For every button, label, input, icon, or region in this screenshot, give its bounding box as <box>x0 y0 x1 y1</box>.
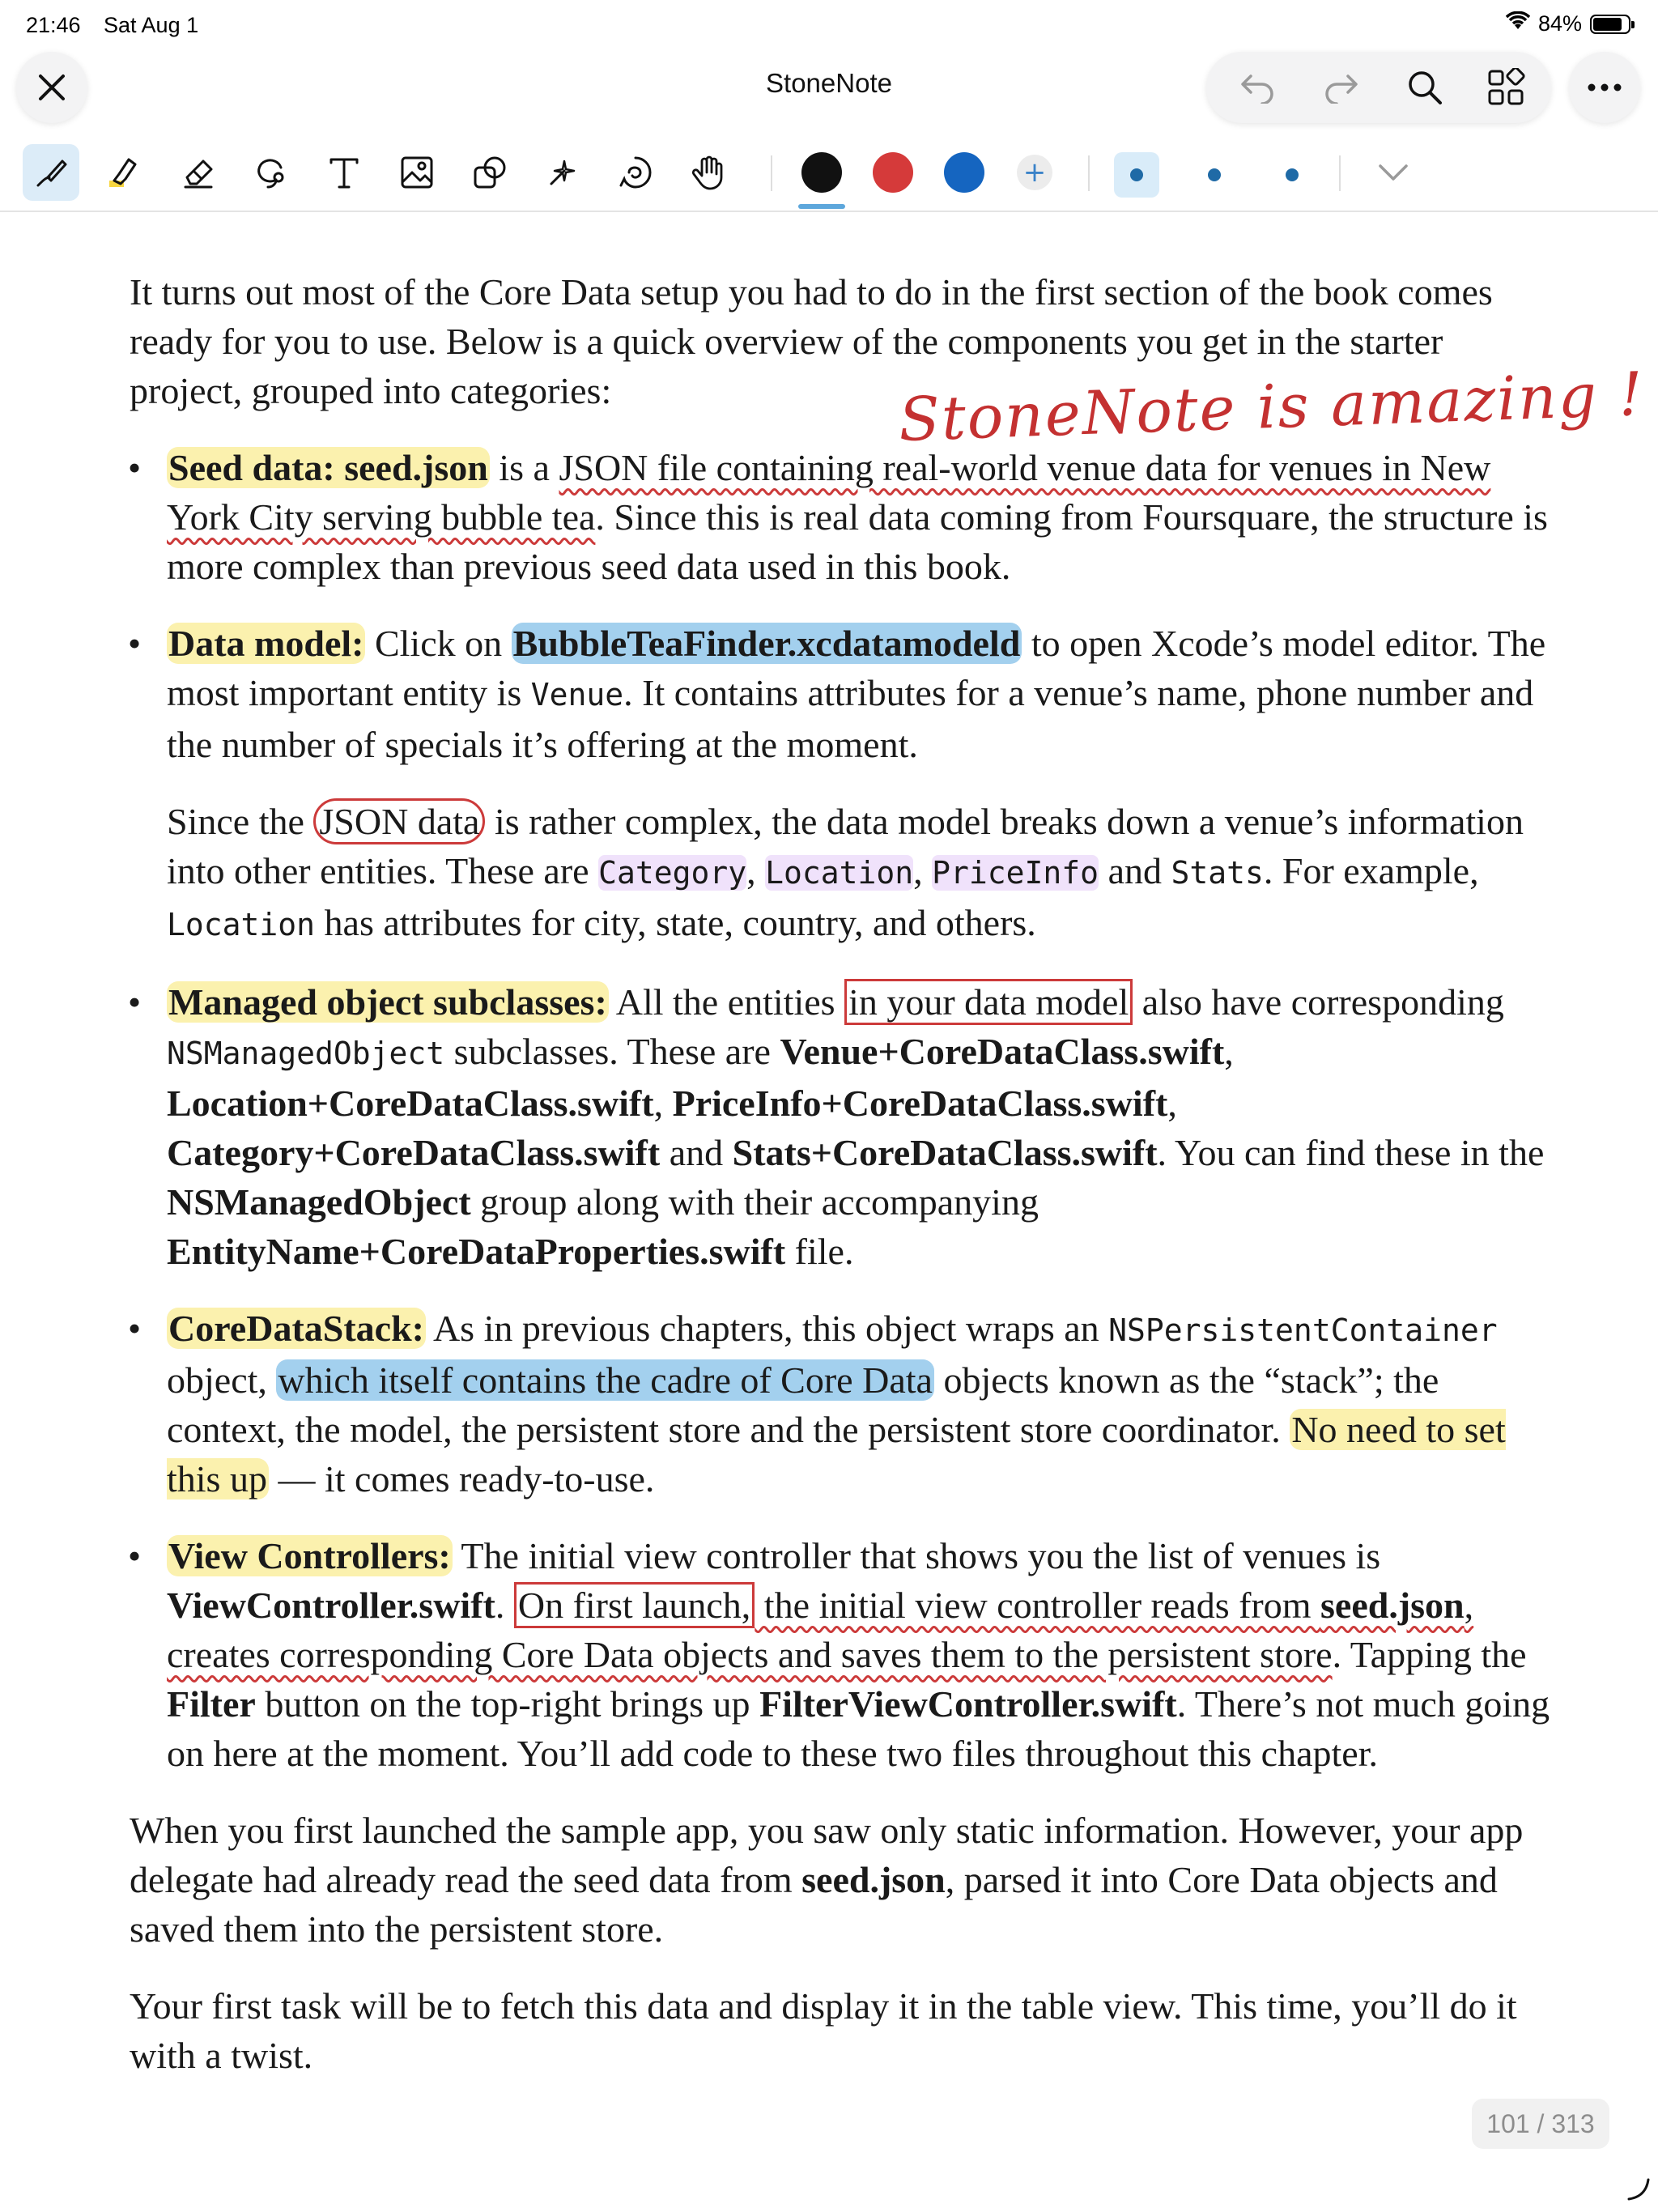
chevron-down-icon <box>1374 153 1413 192</box>
red-underline-annotation: , creates corresponding Core Data objects and saves them to the persistent store <box>167 1585 1474 1675</box>
file-name: seed.json <box>801 1859 946 1900</box>
wifi-icon <box>1506 11 1530 36</box>
add-color-button[interactable]: + <box>1017 155 1052 190</box>
text-run: . <box>495 1585 514 1626</box>
text-run: is a <box>489 447 559 488</box>
highlighted-label: View Controllers: <box>168 1535 451 1576</box>
status-date: Sat Aug 1 <box>104 13 199 37</box>
text-run: Since the <box>167 801 314 842</box>
drawing-toolbar <box>0 144 1658 212</box>
file-name: EntityName+CoreDataProperties.swift <box>167 1231 786 1272</box>
file-name: seed.json <box>1320 1585 1465 1626</box>
toolbar-separator <box>1339 155 1341 191</box>
list-item-core-data-stack <box>130 1304 1554 1504</box>
text-run: and <box>1099 850 1171 891</box>
search-button[interactable] <box>1401 63 1449 112</box>
document-title: StoneNote <box>766 68 892 98</box>
text-run: has attributes for city, state, country, and others. <box>315 902 1036 943</box>
document-page <box>130 267 1554 2080</box>
status-bar <box>0 0 1658 49</box>
button-name: Filter <box>167 1683 256 1725</box>
bullet: • <box>128 981 142 1023</box>
text-run: When you first launched the sample app, you saw only static information. However, your app delegate had already read the seed data from <box>130 1810 1524 1900</box>
hand-tool[interactable] <box>680 144 737 201</box>
file-name: ViewController.swift <box>167 1585 495 1626</box>
list-item-seed-data <box>130 443 1554 591</box>
status-right <box>1506 11 1630 36</box>
text-run: object, <box>167 1359 277 1401</box>
size-dot-icon <box>1130 168 1143 181</box>
list-item-managed-object-subclasses <box>130 977 1554 1276</box>
toolbar-divider <box>0 211 1658 212</box>
text-run: , <box>653 1083 673 1124</box>
bullet: • <box>128 447 142 488</box>
red-box-annotation: in your data model <box>844 979 1133 1025</box>
page-indicator: 101 / 313 <box>1472 2099 1609 2149</box>
yellow-highlight-annotation: No need to set this up <box>167 1409 1506 1499</box>
text-icon <box>325 153 363 192</box>
code-span: Location <box>765 855 914 891</box>
text-run: — it comes ready-to-use. <box>268 1458 655 1499</box>
text-run: subclasses. These are <box>444 1031 780 1072</box>
highlighted-label: Data model: <box>168 623 364 664</box>
eraser-tool[interactable] <box>170 144 227 201</box>
more-button[interactable] <box>1569 52 1640 123</box>
text-run: button on the top-right brings up <box>255 1683 760 1725</box>
color-swatch-black[interactable] <box>801 152 842 193</box>
toolbar-separator <box>771 155 772 191</box>
stroke-size-large[interactable] <box>1269 152 1315 198</box>
file-name: Location+CoreDataClass.swift <box>167 1083 654 1124</box>
text-run: Click on <box>365 623 512 664</box>
file-name: FilterViewController.swift <box>759 1683 1177 1725</box>
redo-icon <box>1322 71 1359 104</box>
text-run: , parsed it into Core Data objects and saved them into the persistent store. <box>130 1859 1498 1950</box>
file-name: Stats+CoreDataClass.swift <box>732 1132 1158 1173</box>
red-circle-annotation: JSON data <box>313 798 485 844</box>
toolbar-separator <box>1088 155 1090 191</box>
undo-button[interactable] <box>1234 63 1282 112</box>
code-span: NSPersistentContainer <box>1108 1312 1498 1348</box>
battery-percent: 84% <box>1537 11 1582 36</box>
text-run: . For example, <box>1263 850 1479 891</box>
code-span: NSManagedObject <box>167 1036 445 1071</box>
red-underline-annotation: the initial view controller reads from <box>755 1585 1321 1626</box>
redo-button[interactable] <box>1316 63 1365 112</box>
text-run: objects known as the “stack”; the context, the model, the persistent store and the persistent store coordinator. <box>167 1359 1439 1450</box>
laser-pointer-tool[interactable] <box>534 144 591 201</box>
color-swatch-blue[interactable] <box>944 152 984 193</box>
highlighter-icon <box>104 153 143 192</box>
data-model-detail <box>130 797 1554 950</box>
undo-icon <box>1239 71 1277 104</box>
red-underline-annotation: JSON file containing real-world venue data for venues in New York City serving bubble tea <box>167 447 1491 538</box>
handwritten-annotation: StoneNote is amazing ! <box>897 359 1646 456</box>
image-tool[interactable] <box>389 144 445 201</box>
text-run: also have corresponding <box>1133 981 1504 1023</box>
text-run: , <box>1167 1083 1177 1124</box>
bullet: • <box>128 1308 142 1349</box>
text-run: . It contains attributes for a venue’s name, phone number and the number of specials it’s offering at the moment. <box>167 672 1534 765</box>
code-span: Venue <box>530 677 624 713</box>
laser-pointer-icon <box>543 153 582 192</box>
list-item-data-model <box>130 619 1554 769</box>
intro-paragraph: It turns out most of the Core Data setup you had to do in the first section of the book comes ready for you to use. Below is a quick overview of the components you get in the starter project, grouped into categories: <box>130 271 1493 411</box>
grid-icon <box>1486 68 1525 107</box>
bullet: • <box>128 1535 142 1576</box>
shapes-tool[interactable] <box>461 144 518 201</box>
highlighted-label: CoreDataStack: <box>168 1308 424 1349</box>
text-run: . You can find these in the <box>1157 1132 1545 1173</box>
eraser-icon <box>179 153 218 192</box>
pen-tool[interactable] <box>23 144 79 201</box>
battery-icon <box>1590 15 1630 34</box>
text-run: to open Xcode’s model editor. The most important entity is <box>167 623 1546 713</box>
text-run: , <box>913 850 933 891</box>
header-actions <box>1206 52 1551 123</box>
expand-toolbar-button[interactable] <box>1365 144 1422 201</box>
text-run: All the entities <box>608 981 845 1023</box>
pages-button[interactable] <box>1482 63 1530 112</box>
more-icon <box>1587 83 1622 92</box>
group-name: NSManagedObject <box>167 1181 471 1223</box>
search-icon <box>1406 69 1443 106</box>
color-swatch-red[interactable] <box>873 152 913 193</box>
code-span: Category <box>598 855 747 891</box>
component-list <box>130 443 1554 1778</box>
highlighter-tool[interactable] <box>96 144 152 201</box>
highlighted-label: Seed data: seed.json <box>168 447 488 488</box>
stroke-size-medium[interactable] <box>1192 152 1237 198</box>
text-run: file. <box>785 1231 854 1272</box>
text-run: The initial view controller that shows you the list of venues is <box>452 1535 1381 1576</box>
text-run: and <box>660 1132 733 1173</box>
stickers-icon <box>616 153 655 192</box>
image-icon <box>397 153 436 192</box>
size-dot-icon <box>1208 168 1221 181</box>
lasso-icon <box>252 153 291 192</box>
text-run: . Tapping the <box>1332 1634 1527 1675</box>
file-name: Venue+CoreDataClass.swift <box>780 1031 1225 1072</box>
status-time: 21:46 <box>26 13 81 37</box>
file-name: Category+CoreDataClass.swift <box>167 1132 661 1173</box>
hand-icon <box>689 153 728 192</box>
shapes-icon <box>470 153 509 192</box>
blue-highlight-annotation: which itself contains the cadre of Core Data <box>278 1359 933 1401</box>
text-run: group along with their accompanying <box>470 1181 1039 1223</box>
pen-icon <box>32 153 70 192</box>
text-run: As in previous chapters, this object wraps an <box>425 1308 1109 1349</box>
launch-paragraph <box>130 1806 1554 1954</box>
file-name: PriceInfo+CoreDataClass.swift <box>672 1083 1168 1124</box>
bullet: • <box>128 623 142 664</box>
text-run: is rather complex, the data model breaks down a venue’s information into other entities. These are <box>167 801 1524 891</box>
text-run: , <box>746 850 766 891</box>
code-span: Stats <box>1171 855 1264 891</box>
lasso-tool[interactable] <box>243 144 300 201</box>
stickers-tool[interactable] <box>607 144 664 201</box>
code-span: Location <box>167 907 316 942</box>
battery-fill <box>1593 18 1622 31</box>
text-run: . There’s not much going on here at the moment. You’ll add code to these two files throughout this chapter. <box>167 1683 1550 1774</box>
red-box-annotation: On first launch, <box>514 1582 755 1628</box>
size-dot-icon <box>1286 168 1299 181</box>
blue-highlight-annotation: BubbleTeaFinder.xcdatamodeld <box>512 623 1021 664</box>
code-span: PriceInfo <box>932 855 1099 891</box>
text-run: , <box>1224 1031 1234 1072</box>
page-curl-icon[interactable] <box>1626 2176 1652 2202</box>
task-paragraph: Your first task will be to fetch this data and display it in the table view. This time, you’ll do it with a twist. <box>130 1985 1517 2076</box>
highlighted-label: Managed object subclasses: <box>168 981 607 1023</box>
text-run: . Since this is real data coming from Foursquare, the structure is more complex than previous seed data used in this book. <box>167 496 1548 587</box>
list-item-view-controllers <box>130 1531 1554 1778</box>
text-tool[interactable] <box>316 144 372 201</box>
stroke-size-small[interactable] <box>1114 152 1159 198</box>
